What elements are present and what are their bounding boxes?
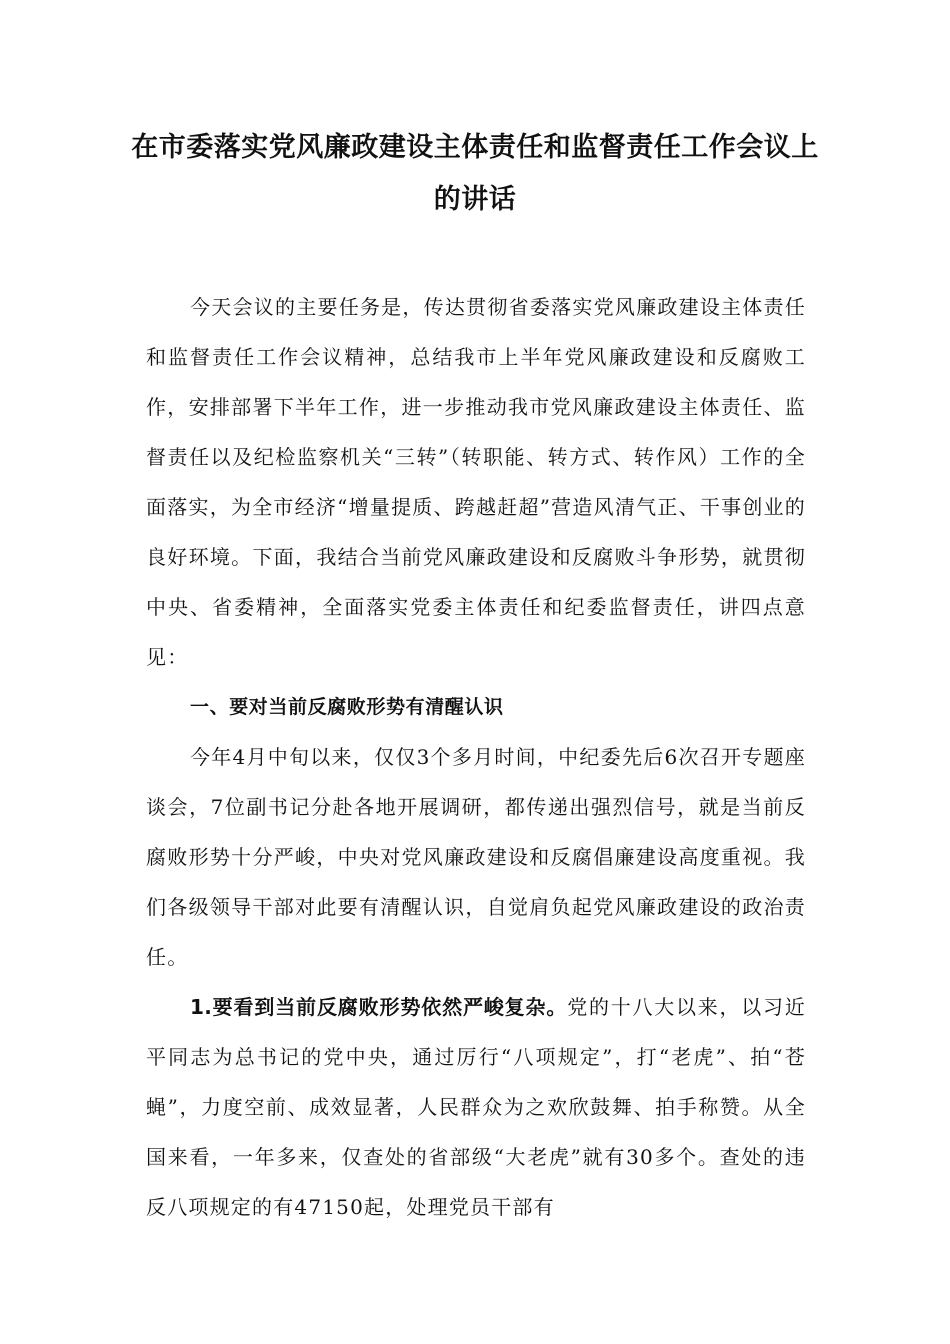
section-heading-1: 一、要对当前反腐败形势有清醒认识: [190, 696, 504, 718]
point-1-paragraph: [146, 982, 806, 1232]
document-body: [146, 282, 806, 1232]
section-1-paragraph: 今年4月中旬以来，仅仅3个多月时间，中纪委先后6次召开专题座谈会，7位副书记分赴各地开展调研，都传递出强烈信号，就是当前反腐败形势十分严峻，中央对党风廉政建设和反腐倡廉建设高度重视。我们各级领导干部对此要有清醒认识，自觉肩负起党风廉政建设的政治责任。: [146, 745, 806, 969]
point-1-lead: 1.要看到当前反腐败形势依然严峻复杂。: [190, 995, 568, 1019]
document-title: 在市委落实党风廉政建设主体责任和监督责任工作会议上的讲话: [131, 132, 819, 215]
point-1-text: 党的十八大以来，以习近平同志为总书记的党中央，通过厉行“八项规定”，打“老虎”、拍“苍蝇”，力度空前、成效显著，人民群众为之欢欣鼓舞、拍手称赞。从全国来看，一年多来，仅查处的省部级“大老虎”就有30多个。查处的违反八项规定的有47150起，处理党员干部有: [146, 995, 806, 1219]
intro-paragraph: 今天会议的主要任务是，传达贯彻省委落实党风廉政建设主体责任和监督责任工作会议精神，总结我市上半年党风廉政建设和反腐败工作，安排部署下半年工作，进一步推动我市党风廉政建设主体责任、监督责任以及纪检监察机关“三转”（转职能、转方式、转作风）工作的全面落实，为全市经济“增量提质、跨越赶超”营造风清气正、干事创业的良好环境。下面，我结合当前党风廉政建设和反腐败斗争形势，就贯彻中央、省委精神，全面落实党委主体责任和纪委监督责任，讲四点意见：: [146, 295, 806, 669]
